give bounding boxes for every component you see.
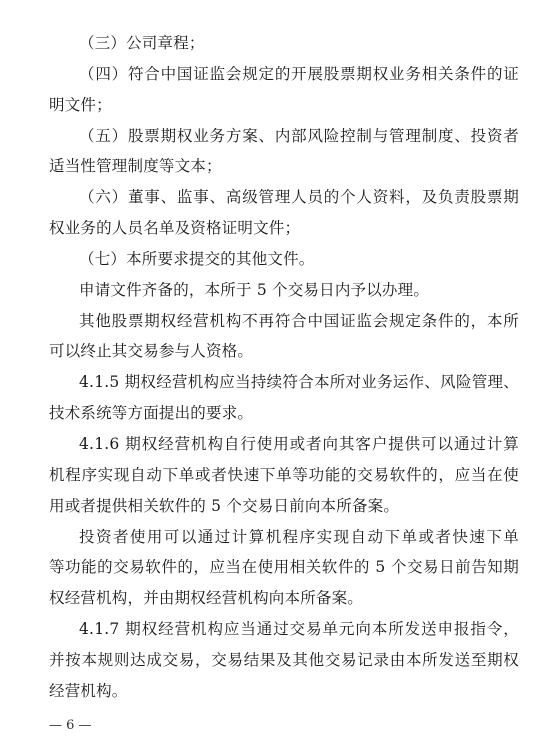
text-line-application-complete: 申请文件齐备的，本所于 5 个交易日内予以办理。: [79, 281, 430, 299]
text-line-investor-software-cont-2: 权经营机构，并由期权经营机构向本所备案。: [49, 589, 364, 607]
text-line-item-4: （四）符合中国证监会规定的开展股票期权业务相关条件的证: [79, 65, 519, 83]
text-line-item-3: （三）公司章程；: [79, 34, 205, 52]
text-line-other-institutions: 其他股票期权经营机构不再符合中国证监会规定条件的，本所: [79, 312, 519, 330]
text-line-investor-software-cont-1: 等功能的交易软件的，应当在使用相关软件的 5 个交易日前告知期: [49, 558, 519, 576]
text-line-item-5: （五）股票期权业务方案、内部风险控制与管理制度、投资者: [79, 127, 519, 145]
page-number: — 6 —: [49, 718, 92, 733]
text-line-item-6: （六）董事、监事、高级管理人员的个人资料，及负责股票期: [79, 188, 519, 206]
text-line-article-4-1-5: 4.1.5 期权经营机构应当持续符合本所对业务运作、风险管理、: [79, 373, 519, 391]
text-line-article-4-1-7-cont-1: 并按本规则达成交易，交易结果及其他交易记录由本所发送至期权: [49, 651, 519, 669]
text-line-item-4-cont: 明文件；: [49, 96, 112, 114]
text-line-article-4-1-6: 4.1.6 期权经营机构自行使用或者向其客户提供可以通过计算: [79, 435, 519, 453]
text-line-article-4-1-7-cont-2: 经营机构。: [49, 682, 128, 700]
text-line-item-6-cont: 权业务的人员名单及资格证明文件；: [49, 219, 301, 237]
text-line-article-4-1-6-cont-2: 用或者提供相关软件的 5 个交易日前向本所备案。: [49, 497, 400, 515]
text-line-investor-software: 投资者使用可以通过计算机程序实现自动下单或者快速下单: [79, 528, 519, 546]
text-line-item-5-cont: 适当性管理制度等文本；: [49, 157, 222, 175]
text-line-other-institutions-cont: 可以终止其交易参与人资格。: [49, 342, 254, 360]
text-line-article-4-1-6-cont-1: 机程序实现自动下单或者快速下单等功能的交易软件的，应当在使: [49, 466, 519, 484]
text-line-article-4-1-7: 4.1.7 期权经营机构应当通过交易单元向本所发送申报指令，: [79, 620, 519, 638]
text-line-article-4-1-5-cont: 技术系统等方面提出的要求。: [49, 404, 254, 422]
text-line-item-7: （七）本所要求提交的其他文件。: [79, 250, 315, 268]
